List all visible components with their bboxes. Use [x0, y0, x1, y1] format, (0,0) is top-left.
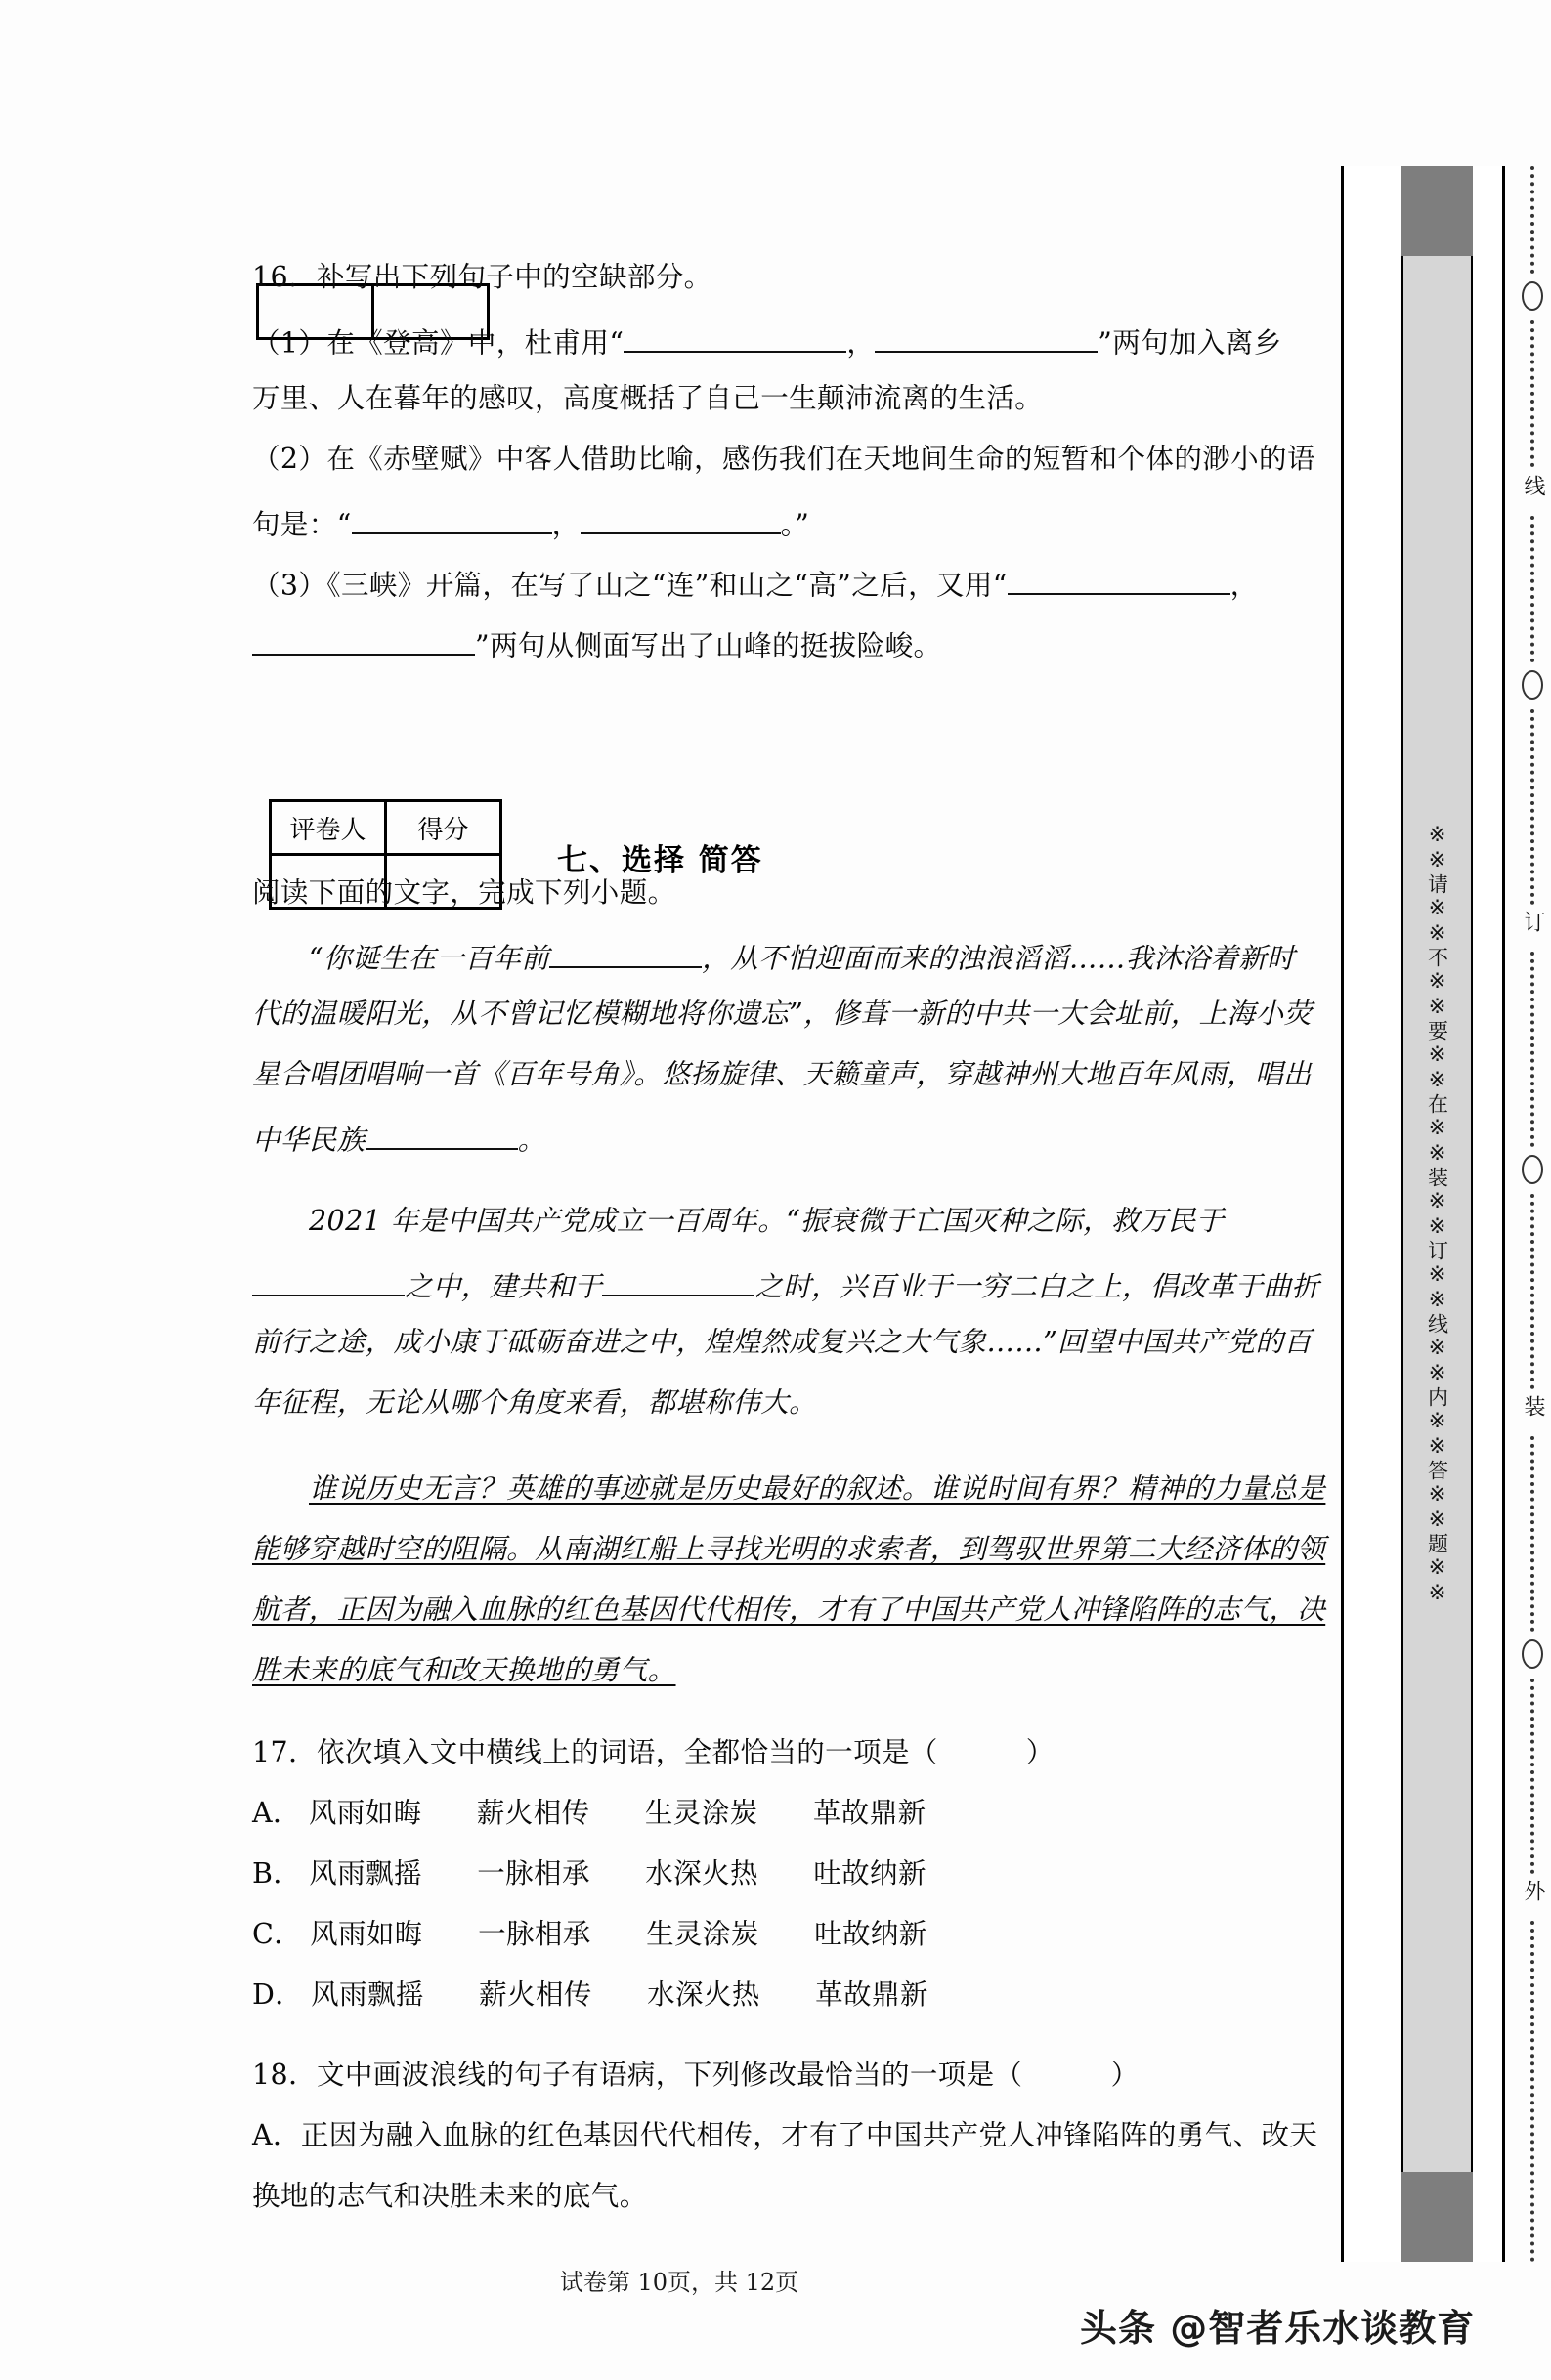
question-16 — [252, 261, 1317, 688]
fold-line-column — [1515, 166, 1551, 2262]
q18-stem-text: 18．文中画波浪线的句子有语病，下列修改最恰当的一项是（ — [252, 2059, 1023, 2091]
option-text: 正因为融入血脉的红色基因代代相传，才有了中国共产党人冲锋陷阵的勇气、改天 — [300, 2119, 1318, 2151]
q16-item3-line2 — [252, 627, 1317, 688]
q16-item1-text-c: ”两句加入离乡 — [1098, 326, 1282, 360]
fill-blank[interactable] — [602, 1268, 754, 1296]
fold-ring — [1522, 670, 1543, 700]
q18-option-a-line1[interactable] — [252, 2119, 1318, 2183]
fold-char-xian: 线 — [1521, 475, 1545, 496]
passage-paragraph-3 — [252, 1472, 1326, 1718]
q16-stem: 16．补写出下列句子中的空缺部分。 — [252, 261, 712, 293]
q16-item3-text-b: ， — [1229, 569, 1259, 602]
option-word-3: 生灵涂炭 — [644, 1797, 758, 1829]
option-word-2: 一脉相承 — [477, 1857, 590, 1890]
q17-stem-text: 17．依次填入文中横线上的词语，全都恰当的一项是（ — [252, 1736, 938, 1768]
p2-line2 — [252, 1268, 1320, 1329]
option-word-4: 革故鼎新 — [815, 1978, 928, 2011]
p3-line1 — [252, 1472, 1326, 1536]
fold-dot-segment — [1530, 1921, 1534, 2262]
q17-stem — [252, 1736, 1317, 1800]
document-body — [252, 261, 1326, 2243]
q18-stem-close: ） — [1110, 2059, 1140, 2091]
q16-item2-label: （2） — [252, 443, 327, 475]
fold-dot-segment — [1530, 166, 1534, 274]
p1-text-b: ，从不怕迎面而来的浊浪滔滔……我沐浴着新时 — [702, 942, 1296, 975]
option-word-2: 一脉相承 — [478, 1918, 591, 1950]
fill-blank[interactable] — [366, 1122, 518, 1150]
fill-blank[interactable] — [875, 324, 1098, 353]
fold-dot-segment — [1530, 1194, 1534, 1389]
p2-line4: 年征程，无论从哪个角度来看，都堪称伟大。 — [252, 1386, 818, 1419]
q17-option-a[interactable] — [252, 1797, 1317, 1860]
p3-text-a: 谁说历史无言？英雄的事迹就是历史最好的叙述。谁说时间有界？精神的力量总是 — [309, 1472, 1326, 1505]
fill-blank[interactable] — [549, 940, 702, 968]
fold-dot-segment — [1530, 952, 1534, 1147]
q16-item2-line2 — [252, 506, 1317, 567]
option-label: B． — [252, 1857, 302, 1890]
q16-item3-text-c: ”两句从侧面写出了山峰的挺拔险峻。 — [475, 629, 942, 662]
passage-paragraph-1 — [252, 940, 1317, 1182]
passage-instruction: 阅读下面的文字，完成下列小题。 — [252, 876, 676, 909]
q17-option-c[interactable] — [252, 1918, 1317, 1981]
option-word-3: 水深火热 — [645, 1857, 758, 1890]
q16-item3-label: （3） — [252, 569, 327, 602]
q16-item3-line1 — [252, 567, 1317, 627]
fold-ring — [1522, 1639, 1543, 1669]
q17-stem-close: ） — [1025, 1736, 1055, 1768]
page-footer: 试卷第 10页，共 12页 — [559, 2269, 799, 2296]
p1-line2: 代的温暖阳光，从不曾记忆模糊地将你遗忘”，修葺一新的中共一大会址前，上海小荧 — [252, 998, 1313, 1030]
fold-char-ding: 订 — [1521, 911, 1545, 932]
question-17 — [252, 1736, 1317, 2042]
q16-item2-line1 — [252, 443, 1317, 506]
p1-line3: 星合唱团唱响一首《百年号角》。悠扬旋律、天籁童声，穿越神州大地百年风雨，唱出 — [252, 1058, 1312, 1090]
option-word-4: 吐故纳新 — [814, 1918, 927, 1950]
p2-indent — [252, 1205, 309, 1237]
option-word-2: 薪火相传 — [476, 1797, 590, 1829]
binding-margin-sidebar — [1341, 166, 1551, 2262]
p1-text-a: “你诞生在一百年前 — [309, 942, 550, 975]
option-word-3: 水深火热 — [647, 1978, 760, 2011]
p1-line1 — [252, 940, 1317, 1000]
p2-text-a: 2021 年是中国共产党成立一百周年。“振衰微于亡国灭种之际，救万民于 — [309, 1205, 1225, 1237]
q16-item1-text-a: 在《登高》中，杜甫用“ — [326, 326, 625, 360]
p2-line3: 前行之途，成小康于砥砺奋进之中，煌煌然成复兴之大气象……”回望中国共产党的百 — [252, 1326, 1313, 1358]
q16-item3-text-a: 《三峡》开篇，在写了山之“连”和山之“高”之后，又用“ — [326, 569, 1008, 602]
table-header-score: 得分 — [386, 801, 501, 855]
q18-option-a-line2: 换地的志气和决胜未来的底气。 — [252, 2180, 648, 2212]
fold-char-wai: 外 — [1521, 1880, 1545, 1901]
layout-spacer — [252, 688, 1317, 879]
q17-option-d[interactable] — [252, 1978, 1317, 2042]
q16-item2-text-a: 句是：“ — [252, 508, 352, 541]
fold-dot-segment — [1530, 709, 1534, 905]
option-word-1: 风雨如晦 — [308, 1797, 422, 1829]
fold-dot-segment — [1530, 1436, 1534, 1632]
fold-dot-segment — [1530, 516, 1534, 662]
option-label: A． — [252, 1797, 301, 1829]
fill-blank[interactable] — [581, 506, 781, 534]
p1-line4 — [252, 1122, 1317, 1182]
p3-text-b: 能够穿越时空的阻隔。从南湖红船上寻找光明的求索者，到驾驭世界第二大经济体的领 — [252, 1533, 1326, 1565]
q16-item2-text: 在《赤壁赋》中客人借助比喻，感伤我们在天地间生命的短暂和个体的渺小的语 — [326, 443, 1315, 475]
option-word-3: 生灵涂炭 — [646, 1918, 759, 1950]
option-label: D． — [252, 1978, 304, 2011]
p1-indent — [252, 943, 309, 975]
passage-instruction-wrap — [252, 876, 1317, 940]
question-18 — [252, 2061, 1317, 2243]
fill-blank[interactable] — [252, 1268, 405, 1296]
sidebar-seal-text: ※※请※※不※※要※※在※※装※※订※※线※※内※※答※※题※※ — [1425, 822, 1449, 1606]
q18-stem — [252, 2061, 1317, 2122]
sidebar-seal-text-wrap — [1401, 166, 1473, 2262]
fold-dot-segment — [1530, 320, 1534, 467]
q17-option-b[interactable] — [252, 1857, 1317, 1921]
option-label: A． — [252, 2119, 301, 2151]
option-label: C． — [252, 1918, 303, 1950]
option-word-2: 薪火相传 — [479, 1978, 592, 2011]
p1-text-e: 中华民族 — [252, 1124, 366, 1157]
q16-item1-label: （1） — [252, 326, 327, 360]
option-word-4: 吐故纳新 — [813, 1857, 926, 1890]
q16-item1-line1 — [252, 324, 1317, 385]
watermark: 头条 @智者乐水谈教育 — [1080, 2307, 1476, 2350]
fold-ring — [1522, 1155, 1543, 1184]
p3-line3 — [252, 1594, 1326, 1657]
p3-text-c: 航者，正因为融入血脉的红色基因代代相传，才有了中国共产党人冲锋陷阵的志气，决 — [252, 1594, 1326, 1626]
p3-indent — [252, 1472, 309, 1505]
p2-line1 — [252, 1205, 1317, 1268]
section-heading: 七、选择 简答 — [557, 843, 763, 878]
p1-text-f: 。 — [517, 1124, 546, 1157]
p3-line4 — [252, 1654, 1317, 1718]
fill-blank[interactable] — [1008, 567, 1230, 595]
p2-text-c: 之时，兴百业于一穷二白之上，倡改革于曲折 — [754, 1270, 1320, 1303]
fold-dot-segment — [1530, 1679, 1534, 1874]
option-word-4: 革故鼎新 — [812, 1797, 926, 1829]
fill-blank[interactable] — [252, 627, 475, 656]
q16-item2-text-c: 。” — [780, 508, 810, 541]
p2-text-b: 之中，建共和于 — [405, 1270, 603, 1303]
fill-blank[interactable] — [624, 324, 846, 353]
fold-ring — [1522, 281, 1543, 311]
q16-item1-text-b: ， — [846, 326, 876, 360]
option-word-1: 风雨如晦 — [310, 1918, 423, 1950]
table-header-grader: 评卷人 — [271, 801, 386, 855]
p3-line2 — [252, 1533, 1326, 1596]
fold-char-zhuang: 装 — [1521, 1395, 1545, 1417]
passage-paragraph-2 — [252, 1205, 1320, 1450]
option-word-1: 风雨飘摇 — [311, 1978, 424, 2011]
option-word-1: 风雨飘摇 — [309, 1857, 422, 1890]
fill-blank[interactable] — [352, 506, 552, 534]
p3-text-d: 胜未来的底气和改天换地的勇气。 — [252, 1654, 676, 1686]
q16-item1-line2: 万里、人在暮年的感叹，高度概括了自己一生颠沛流离的生活。 — [252, 382, 1044, 414]
q16-item2-text-b: ， — [551, 508, 581, 541]
